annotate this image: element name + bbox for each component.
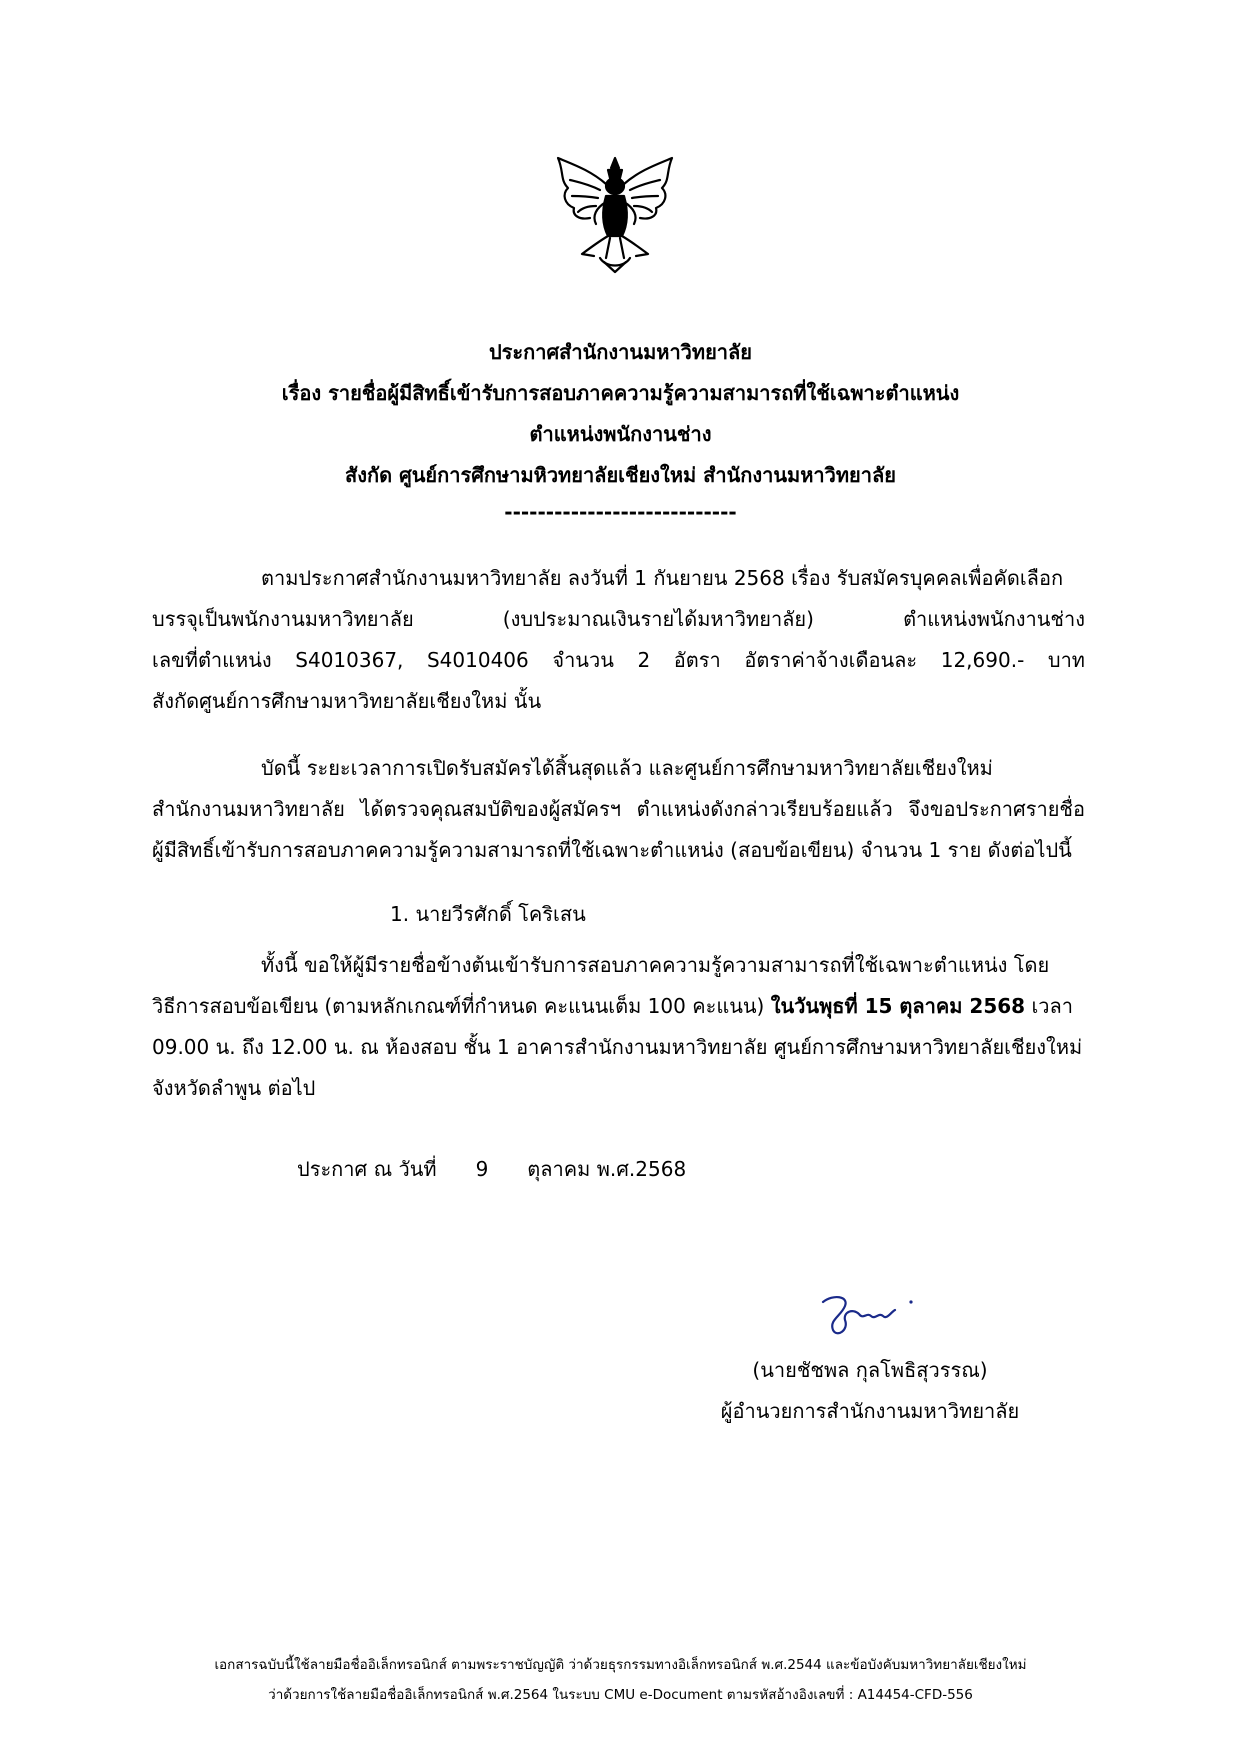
paragraph-line: สังกัดศูนย์การศึกษามหาวิทยาลัยเชียงใหม่ นั้น <box>152 689 542 713</box>
footer-line-2: ว่าด้วยการใช้ลายมือชื่ออิเล็กทรอนิกส์ พ.ศ.2564 ในระบบ CMU e-Document ตามรหัสอ้างอิงเลขที่ : A14454-CFD-556 <box>268 1687 973 1703</box>
handwritten-signature <box>815 1290 920 1340</box>
exam-method-text: วิธีการสอบข้อเขียน (ตามหลักเกณฑ์ที่กำหนด คะแนนเต็ม 100 คะแนน) <box>152 994 765 1018</box>
paragraph-line: บัดนี้ ระยะเวลาการเปิดรับสมัครได้สิ้นสุดแล้ว และศูนย์การศึกษามหาวิทยาลัยเชียงใหม่ <box>261 756 993 780</box>
date-month-year: ตุลาคม พ.ศ.2568 <box>527 1157 687 1181</box>
exam-date-bold: ในวันพุธที่ 15 ตุลาคม 2568 <box>770 994 1026 1018</box>
garuda-emblem-icon <box>550 150 680 275</box>
announcement-title: ประกาศสำนักงานมหาวิทยาลัย <box>488 340 753 364</box>
signer-title: ผู้อำนวยการสำนักงานมหาวิทยาลัย <box>720 1399 1020 1423</box>
paragraph-line: สำนักงานมหาวิทยาลัย ได้ตรวจคุณสมบัติของผู้สมัครฯ ตำแหน่งดังกล่าวเรียบร้อยแล้ว จึงขอประกาศรายชื่อ <box>152 797 1085 821</box>
date-day: 9 <box>475 1157 489 1181</box>
position-line: ตำแหน่งพนักงานช่าง <box>529 422 712 446</box>
paragraph-line: ตามประกาศสำนักงานมหาวิทยาลัย ลงวันที่ 1 กันยายน 2568 เรื่อง รับสมัครบุคคลเพื่อคัดเลือก <box>261 566 1064 590</box>
paragraph-line: ผู้มีสิทธิ์เข้ารับการสอบภาคความรู้ความสามารถที่ใช้เฉพาะตำแหน่ง (สอบข้อเขียน) จำนวน 1 ราย ดังต่อไปนี้ <box>152 838 1072 862</box>
date-prefix: ประกาศ ณ วันที่ <box>297 1157 437 1181</box>
paragraph-2 <box>152 748 1085 871</box>
paragraph-line <box>152 986 1085 1027</box>
paragraph-line: 09.00 น. ถึง 12.00 น. ณ ห้องสอบ ชั้น 1 อาคารสำนักงานมหาวิทยาลัย ศูนย์การศึกษามหาวิทยาลัยเชียงใหม่ <box>152 1035 1083 1059</box>
subject-line: เรื่อง รายชื่อผู้มีสิทธิ์เข้ารับการสอบภาคความรู้ความสามารถที่ใช้เฉพาะตำแหน่ง <box>281 381 960 405</box>
paragraph-line: บรรจุเป็นพนักงานมหาวิทยาลัย (งบประมาณเงินรายได้มหาวิทยาลัย) ตำแหน่งพนักงานช่าง <box>152 607 1085 631</box>
paragraph-1 <box>152 558 1085 722</box>
paragraph-line: เลขที่ตำแหน่ง S4010367, S4010406 จำนวน 2 อัตรา อัตราค่าจ้างเดือนละ 12,690.- บาท <box>152 648 1085 672</box>
time-label: เวลา <box>1031 994 1073 1018</box>
announcement-date <box>297 1153 686 1185</box>
affiliation-line: สังกัด ศูนย์การศึกษามหิวทยาลัยเชียงใหม่ สำนักงานมหาวิทยาลัย <box>345 463 896 487</box>
paragraph-3 <box>152 945 1085 1109</box>
signer-name: (นายชัชพล กุลโพธิสุวรรณ) <box>752 1358 988 1382</box>
footer-line-1: เอกสารฉบับนี้ใช้ลายมือชื่ออิเล็กทรอนิกส์ ตามพระราชบัญญัติ ว่าด้วยธุรกรรมทางอิเล็กทรอนิกส์ พ.ศ.2544 และข้อบังคับมหาวิทยาลัยเชียงใหม่ <box>214 1657 1027 1673</box>
paragraph-line: ทั้งนี้ ขอให้ผู้มีรายชื่อข้างต้นเข้ารับการสอบภาคความรู้ความสามารถที่ใช้เฉพาะตำแหน่ง โดย <box>261 953 1050 977</box>
paragraph-line: จังหวัดลำพูน ต่อไป <box>152 1076 316 1100</box>
divider: ---------------------------- <box>504 500 737 524</box>
candidate-list-item: 1. นายวีรศักดิ์ โคริเสน <box>390 902 586 926</box>
